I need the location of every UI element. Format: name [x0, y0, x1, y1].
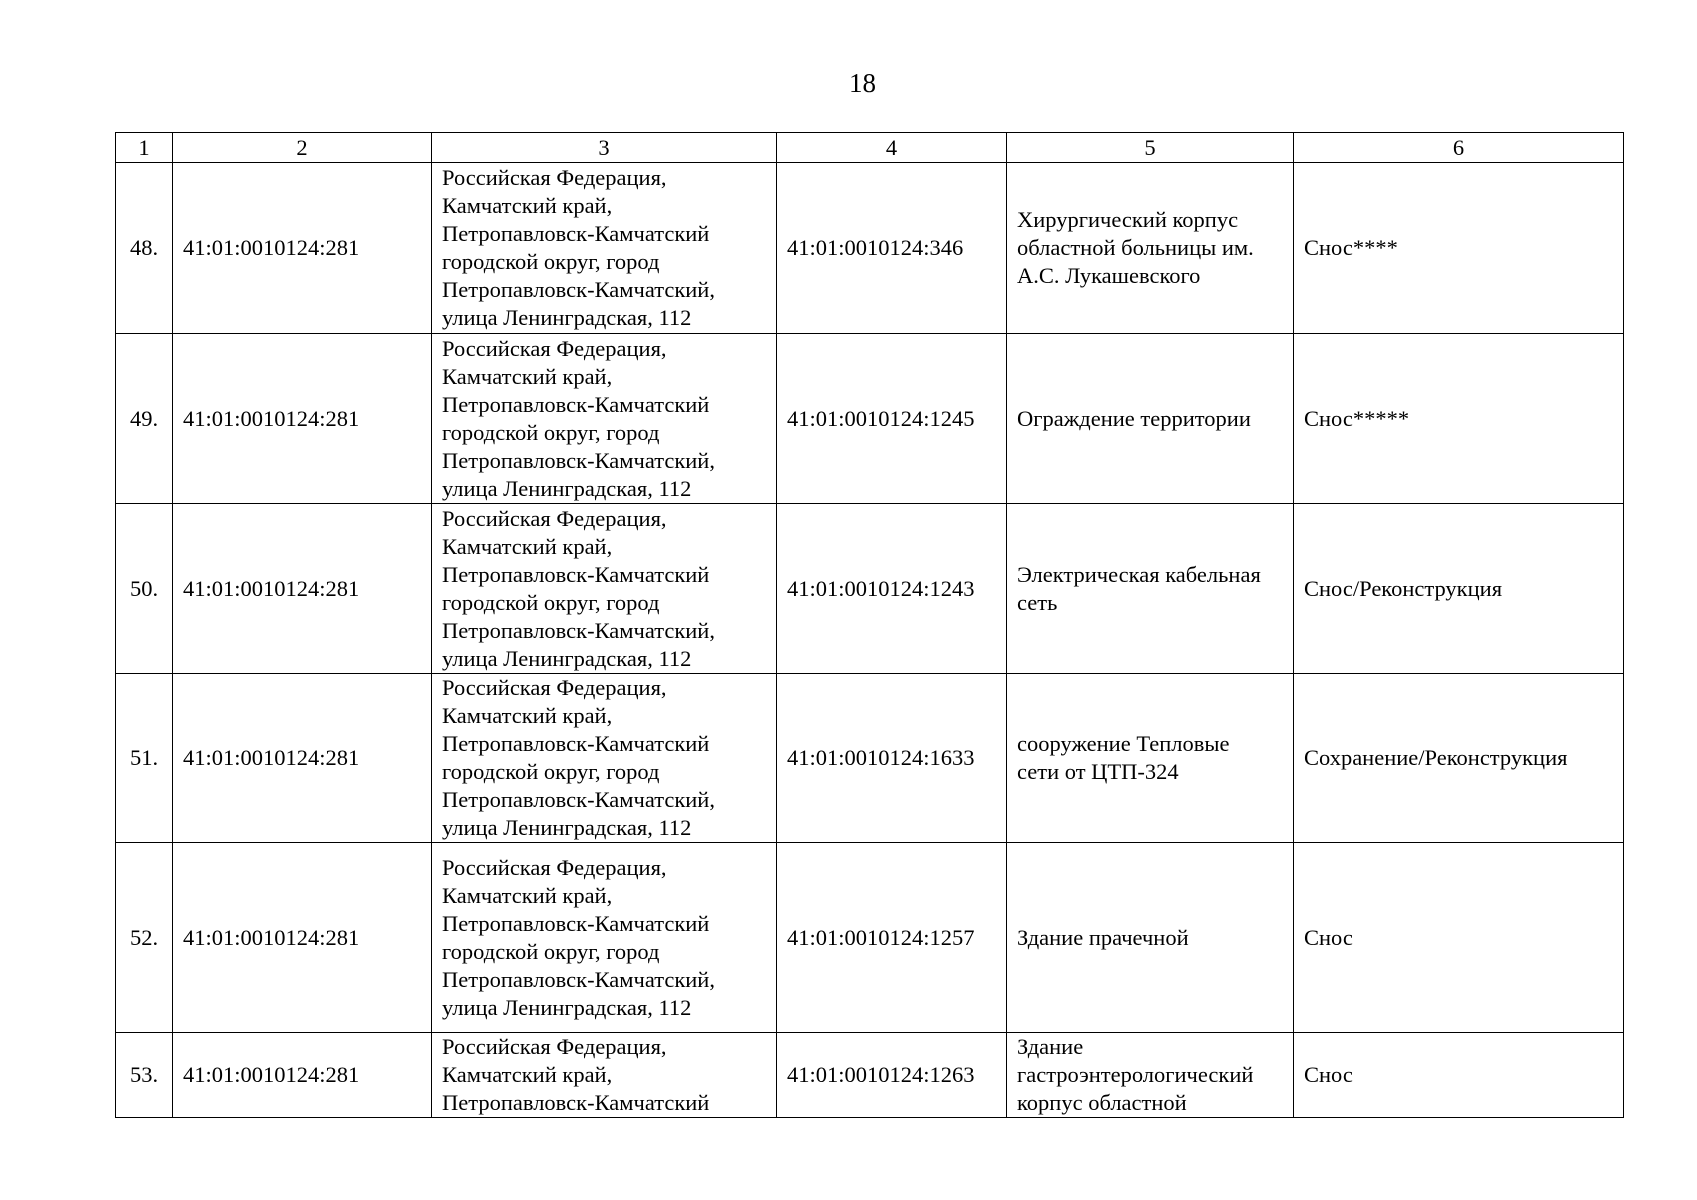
action-cell: Снос*****: [1294, 334, 1624, 504]
table-row: [116, 1033, 1624, 1118]
table-row: [116, 334, 1624, 504]
action-cell: Снос/Реконструкция: [1294, 504, 1624, 674]
object-cadastral-number: 41:01:0010124:1633: [777, 674, 1007, 843]
header-col-6: 6: [1294, 133, 1624, 163]
objects-table: [115, 132, 1624, 1118]
object-cadastral-number: 41:01:0010124:1257: [777, 843, 1007, 1033]
object-name-cell: [1007, 1033, 1294, 1118]
object-cadastral-number: 41:01:0010124:1243: [777, 504, 1007, 674]
object-name-cell: Электрическая кабельная сеть: [1007, 504, 1294, 674]
land-cadastral-number: 41:01:0010124:281: [173, 1033, 432, 1118]
address-cell: [432, 1033, 777, 1118]
land-cadastral-number: 41:01:0010124:281: [173, 334, 432, 504]
address-cell: Российская Федерация, Камчатский край, Петропавловск-Камчатский городской округ, город Петропавловск-Камчатский, улица Ленинградская, 112: [432, 674, 777, 843]
row-number: 49.: [116, 334, 173, 504]
object-name-cell: Здание прачечной: [1007, 843, 1294, 1033]
table-header-row: [116, 133, 1624, 163]
table-row: [116, 674, 1624, 843]
object-name-text: Здание гастроэнтерологический корпус областной: [1017, 1034, 1254, 1115]
object-cadastral-number: 41:01:0010124:1263: [777, 1033, 1007, 1118]
action-cell: Снос****: [1294, 163, 1624, 334]
row-number: 51.: [116, 674, 173, 843]
address-cell: Российская Федерация, Камчатский край, Петропавловск-Камчатский городской округ, город Петропавловск-Камчатский, улица Ленинградская, 112: [432, 334, 777, 504]
table-row: [116, 163, 1624, 334]
row-number: 48.: [116, 163, 173, 334]
row-number: 53.: [116, 1033, 173, 1118]
object-cadastral-number: 41:01:0010124:1245: [777, 334, 1007, 504]
address-cell: Российская Федерация, Камчатский край, Петропавловск-Камчатский городской округ, город Петропавловск-Камчатский, улица Ленинградская, 112: [432, 843, 777, 1033]
header-col-5: 5: [1007, 133, 1294, 163]
address-cell: Российская Федерация, Камчатский край, Петропавловск-Камчатский городской округ, город Петропавловск-Камчатский, улица Ленинградская, 112: [432, 163, 777, 334]
land-cadastral-number: 41:01:0010124:281: [173, 504, 432, 674]
row-number: 50.: [116, 504, 173, 674]
page-number: 18: [849, 68, 876, 98]
table-row: [116, 504, 1624, 674]
address-cell: Российская Федерация, Камчатский край, Петропавловск-Камчатский городской округ, город Петропавловск-Камчатский, улица Ленинградская, 112: [432, 504, 777, 674]
object-name-cell: Хирургический корпус областной больницы им. А.С. Лукашевского: [1007, 163, 1294, 334]
land-cadastral-number: 41:01:0010124:281: [173, 674, 432, 843]
object-name-cell: сооружение Тепловые сети от ЦТП-324: [1007, 674, 1294, 843]
address-text: Российская Федерация, Камчатский край, Петропавловск-Камчатский: [442, 1034, 710, 1115]
header-col-2: 2: [173, 133, 432, 163]
header-col-3: 3: [432, 133, 777, 163]
land-cadastral-number: 41:01:0010124:281: [173, 163, 432, 334]
table-row: [116, 843, 1624, 1033]
object-cadastral-number: 41:01:0010124:346: [777, 163, 1007, 334]
header-col-1: 1: [116, 133, 173, 163]
header-col-4: 4: [777, 133, 1007, 163]
row-number: 52.: [116, 843, 173, 1033]
object-name-cell: Ограждение территории: [1007, 334, 1294, 504]
action-cell: Снос: [1294, 843, 1624, 1033]
action-cell: Снос: [1294, 1033, 1624, 1118]
action-cell: Сохранение/Реконструкция: [1294, 674, 1624, 843]
land-cadastral-number: 41:01:0010124:281: [173, 843, 432, 1033]
